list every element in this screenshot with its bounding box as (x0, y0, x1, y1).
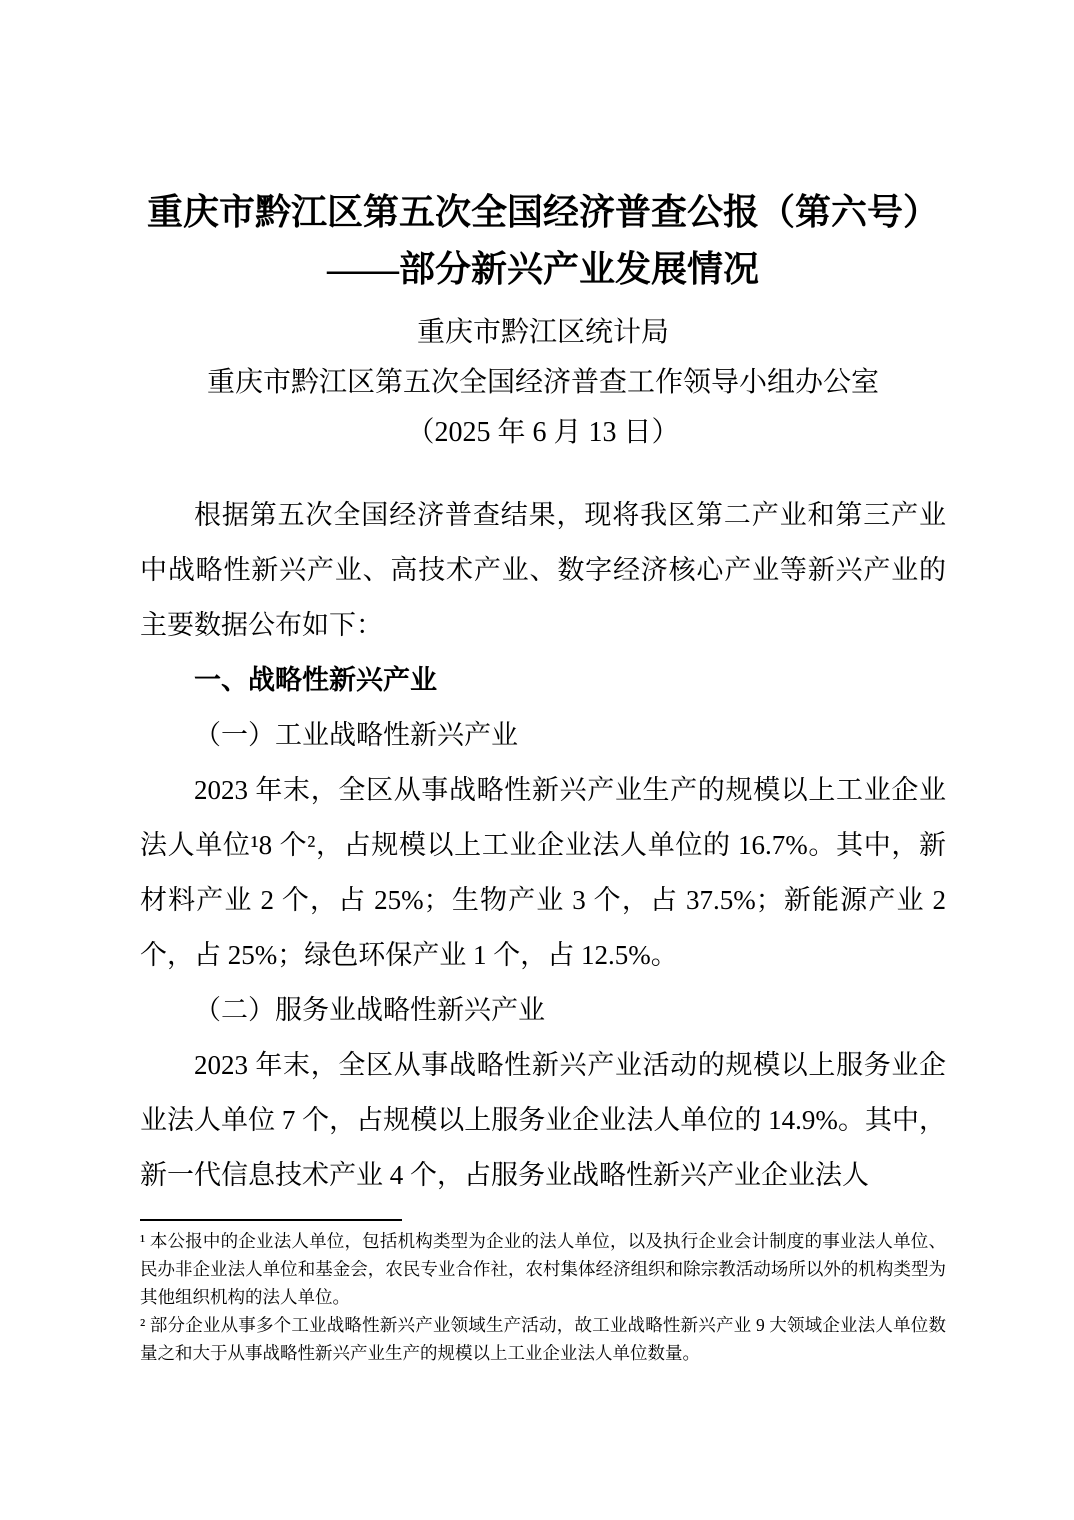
document-content (140, 0, 946, 1367)
document-body (140, 488, 946, 1203)
subsection-heading-industrial-sei: （一）工业战略性新兴产业 (194, 720, 518, 750)
issuer-statistics-bureau: 重庆市黔江区统计局 (416, 317, 669, 348)
footnotes-block (140, 1227, 946, 1367)
title-line-1: 重庆市黔江区第五次全国经济普查公报（第六号） (146, 192, 939, 232)
industrial-sei-paragraph: 2023 年末，全区从事战略性新兴产业生产的规模以上工业企业法人单位¹8 个²，占规模以上工业企业法人单位的 16.7%。其中，新材料产业 2 个，占 25%；生物产业 3 个，占 37.5%；新能源产业 2 个，占 25%；绿色环保产业 1 个，占 12.5%。 (140, 775, 946, 970)
intro-paragraph: 根据第五次全国经济普查结果，现将我区第二产业和第三产业中战略性新兴产业、高技术产业、数字经济核心产业等新兴产业的主要数据公布如下： (140, 500, 946, 640)
service-sei-paragraph: 2023 年末，全区从事战略性新兴产业活动的规模以上服务业企业法人单位 7 个，占规模以上服务业企业法人单位的 14.9%。其中，新一代信息技术产业 4 个，占服务业战略性新兴产业企业法人 (140, 1050, 946, 1190)
document-title (140, 184, 946, 298)
subsection-heading-service-sei: （二）服务业战略性新兴产业 (194, 995, 545, 1025)
title-line-2: ——部分新兴产业发展情况 (326, 249, 759, 289)
footnote-separator (140, 1219, 402, 1221)
section-heading-strategic-emerging-industries: 一、战略性新兴产业 (194, 665, 437, 695)
issuer-block (140, 308, 946, 458)
footnote-2: ² 部分企业从事多个工业战略性新兴产业领域生产活动，故工业战略性新兴产业 9 大领域企业法人单位数量之和大于从事战略性新兴产业生产的规模以上工业企业法人单位数量。 (140, 1315, 946, 1363)
publication-date: （2025 年 6 月 13 日） (406, 417, 680, 448)
footnote-1: ¹ 本公报中的企业法人单位，包括机构类型为企业的法人单位，以及执行企业会计制度的事业法人单位、民办非企业法人单位和基金会，农民专业合作社，农村集体经济组织和除宗教活动场所以外的机构类型为其他组织机构的法人单位。 (140, 1231, 946, 1307)
issuer-census-leading-group-office: 重庆市黔江区第五次全国经济普查工作领导小组办公室 (206, 367, 879, 398)
